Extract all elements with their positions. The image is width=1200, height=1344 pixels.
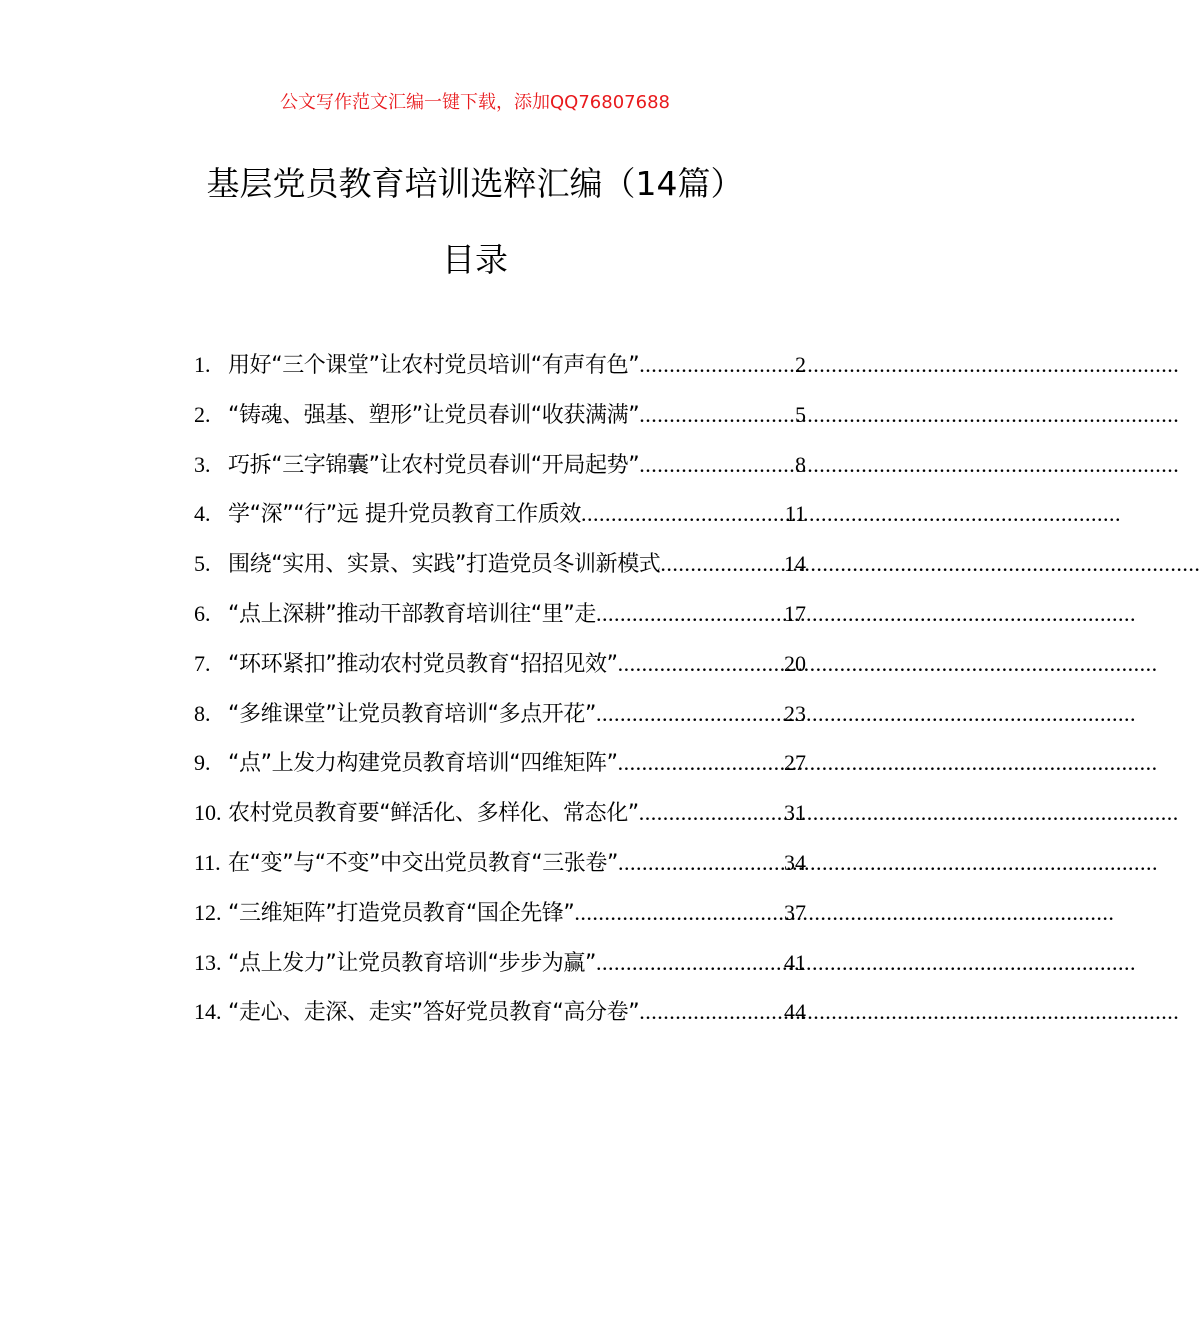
toc-entry-title: 用好“三个课堂”让农村党员培训“有声有色” <box>228 353 640 378</box>
toc-dot-leader <box>639 987 784 1037</box>
toc-entry[interactable] <box>194 639 806 689</box>
toc-dot-leader <box>581 489 785 539</box>
toc-entry[interactable] <box>194 589 806 639</box>
toc-entry-title: 围绕“实用、实景、实践”打造党员冬训新模式 <box>228 552 661 578</box>
toc-entry-page: 20 <box>784 650 806 676</box>
toc-entry[interactable] <box>194 738 806 788</box>
toc-entry-title: “点上深耕”推动干部教育培训往“里”走 <box>228 601 596 627</box>
toc-entry-number: 11. <box>194 849 221 875</box>
toc-dot-leader <box>639 788 784 838</box>
toc-entry-number: 1. <box>194 352 211 377</box>
toc-entry-page: 11 <box>784 501 806 527</box>
toc-entry[interactable] <box>194 938 806 988</box>
toc-dot-leader <box>618 838 784 888</box>
toc-entry-page: 8 <box>795 451 806 477</box>
toc-entry-number: 6. <box>194 600 211 626</box>
toc-entry-page: 2 <box>795 352 806 377</box>
toc-dot-leader <box>596 689 784 739</box>
header-download-note: 公文写作范文汇编一键下载，添加QQ76807688 <box>280 92 670 113</box>
toc-dot-leader <box>596 938 784 988</box>
toc-entry-number: 3. <box>194 451 211 477</box>
toc-entry-number: 12. <box>194 899 222 925</box>
toc-entry-page: 17 <box>784 600 806 626</box>
toc-entry-title: “点”上发力构建党员教育培训“四维矩阵” <box>228 751 618 777</box>
toc-entry-number: 14. <box>194 999 222 1025</box>
toc-dot-leader <box>618 738 784 788</box>
toc-dot-leader <box>618 639 784 689</box>
table-of-contents <box>194 340 806 1037</box>
toc-entry-page: 5 <box>795 401 806 427</box>
toc-entry-number: 5. <box>194 551 211 577</box>
toc-entry[interactable] <box>194 489 806 539</box>
toc-entry[interactable] <box>194 390 806 440</box>
toc-entry-title: “铸魂、强基、塑形”让党员春训“收获满满” <box>228 402 640 428</box>
toc-entry-page: 27 <box>784 750 806 776</box>
toc-entry-title: “多维课堂”让党员教育培训“多点开花” <box>228 701 596 727</box>
document-title: 基层党员教育培训选粹汇编（14篇） <box>206 164 744 203</box>
toc-entry-title: “走心、走深、走实”答好党员教育“高分卷” <box>228 1000 640 1026</box>
toc-entry[interactable] <box>194 888 806 938</box>
toc-dot-leader <box>596 589 784 639</box>
toc-entry-number: 13. <box>194 949 222 975</box>
toc-entry[interactable] <box>194 689 806 739</box>
toc-dot-leader <box>660 539 784 589</box>
toc-entry[interactable] <box>194 440 806 490</box>
toc-entry-title: 农村党员教育要“鲜活化、多样化、常态化” <box>228 801 639 827</box>
toc-dot-leader <box>639 390 795 440</box>
toc-entry-page: 23 <box>784 700 806 726</box>
toc-entry-page: 14 <box>784 551 806 577</box>
toc-entry-page: 41 <box>784 949 806 975</box>
toc-dot-leader <box>574 888 784 938</box>
toc-entry-title: “点上发力”让党员教育培训“步步为赢” <box>228 950 596 976</box>
toc-dot-leader <box>639 340 795 390</box>
toc-entry-number: 9. <box>194 750 211 776</box>
toc-entry-number: 4. <box>194 501 211 527</box>
toc-entry-number: 10. <box>194 800 222 826</box>
toc-entry-number: 7. <box>194 650 211 676</box>
toc-entry-page: 31 <box>784 800 806 826</box>
toc-entry-title: 学“深”“行”远 提升党员教育工作质效 <box>228 502 581 528</box>
toc-entry[interactable] <box>194 340 806 390</box>
toc-entry-page: 37 <box>784 899 806 925</box>
toc-entry-page: 44 <box>784 999 806 1025</box>
toc-entry-number: 8. <box>194 700 211 726</box>
toc-entry-number: 2. <box>194 401 211 427</box>
toc-entry-title: 在“变”与“不变”中交出党员教育“三张卷” <box>228 850 618 876</box>
toc-entry[interactable] <box>194 539 806 589</box>
toc-entry-page: 34 <box>784 849 806 875</box>
toc-heading: 目录 <box>442 240 508 279</box>
toc-dot-leader <box>639 440 795 490</box>
toc-entry[interactable] <box>194 838 806 888</box>
toc-entry-title: “环环紧扣”推动农村党员教育“招招见效” <box>228 651 618 677</box>
toc-entry-title: “三维矩阵”打造党员教育“国企先锋” <box>228 900 575 926</box>
toc-entry-title: 巧拆“三字锦囊”让农村党员春训“开局起势” <box>228 452 640 478</box>
toc-entry[interactable] <box>194 788 806 838</box>
toc-entry[interactable] <box>194 987 806 1037</box>
